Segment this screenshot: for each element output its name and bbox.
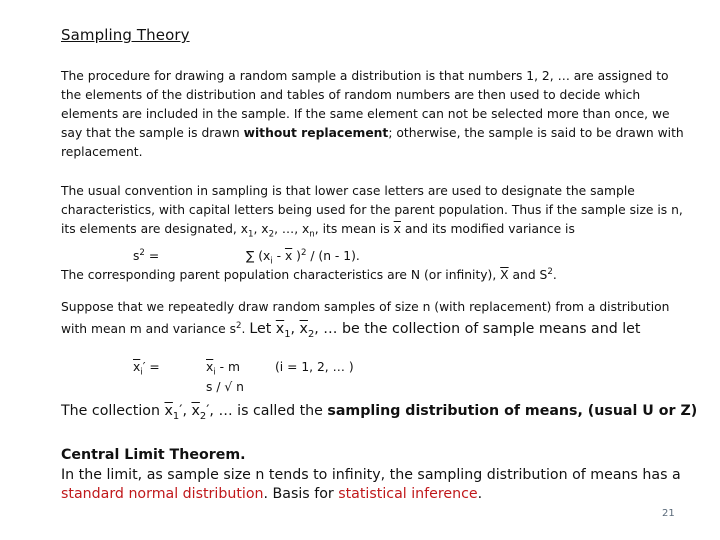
paragraph-sampling-procedure: The procedure for drawing a random sample a distribution is that numbers 1, 2, … are assigned to the elements of the distribution and tables of random numbers are then used to decide which elements are included in the sample. If the same element can not be selected more than once, we say that the sample is drawn without replacement; otherwise, the sample is said to be drawn with replacement. [61, 69, 684, 159]
variance-formula: $s^2$ = ∑ ($x_i - \overline{x}$ )$^2$ / (n - 1). [133, 248, 360, 267]
standard-normal-highlight: standard normal distribution [61, 486, 264, 502]
paragraph-notation: The usual convention in sampling is that lower case letters are used to designate the sample characteristics, with capital letters being used for the parent population. Thus if the sample size is n, its elements are designated, $x_1$, $x_2$, …, $x_n$, its mean is $\overline{x}$ and its modified variance is $s^2$ = ∑ ($x_i - \overline{x}$ )$^2$ / (n - 1). The corresponding parent population characteristics are N (or infinity), $\overline{X}$ and $S^2$. [61, 182, 691, 286]
page-number: 21 [662, 508, 675, 519]
slide-title: Sampling Theory [61, 26, 190, 44]
sigma-symbol: s [229, 322, 236, 337]
sample-mean-symbol: $\overline{x}$ [393, 222, 401, 236]
clt-body: In the limit, as sample size n tends to infinity, the sampling distribution of means has a standard normal distribution. Basis for statistical inference. [61, 466, 681, 502]
central-limit-theorem [61, 446, 701, 505]
paragraph-repeated-sampling: Suppose that we repeatedly draw random samples of size n (with replacement) from a distribution with mean m and variance $s^2$. Let $\overline{x}_1$, $\overline{x}_2$, … be the collection of sample means and let [61, 300, 670, 340]
equation-denominator: s / √ n [206, 380, 244, 394]
clt-heading: Central Limit Theorem. [61, 447, 246, 463]
population-characteristics-line: The corresponding parent population characteristics are N (or infinity), $\overline{X}$ and $S^2$. [61, 267, 557, 283]
equation-condition: (i = 1, 2, … ) [275, 360, 354, 374]
emphasis-without-replacement: without replacement [243, 126, 389, 140]
mu-symbol: m [129, 322, 142, 337]
slide: Sampling Theory The procedure for drawing a random sample a distribution is that numbers 1, 2, … are assigned to the elements of the distribution and tables of random numbers are then used to decide which elements are included in the sample. If the same element can not be selected more than once, we say that the sample is drawn without replacement; otherwise, the sample is said to be drawn with replacement. The usual convention in sampling is that lower case letters are used to designate the sample characteristics, with capital letters being used for the parent population. Thus if the sample size is n, its elements are designated, $x_1$, $x_2$, …, $x_n$, its mean is $\overline{x}$ and its modified variance is $s^2$ = ∑ ($x_i - \overline{x}$ )$^2$ / (n - 1). The corresponding parent population characteristics are N (or infinity), $\overline{X}$ and $S^2$. Suppose that we repeatedly draw random samples of size n (with replacement) from a distribution with mean m and variance $s^2$. Let $\overline{x}_1$, $\overline{x}_2$, … be the collection of sample means and let $\overline{x}_i'$ = $\overline{x}_i$ - m s / √ n (i = 1, 2, … ) The collection $\overline{x}_1'$, $\overline{x}_2'$, … is called the sampling distribution of means, (usual U or Z) Central Limit Theorem. In the limit, as sample size n tends to infinity, the sampling distribution of means has a standard normal distribution. Basis for statistical inference. 21 [0, 0, 720, 540]
sampling-distribution-line: The collection $\overline{x}_1'$, $\overline{x}_2'$, … is called the sampling distribution of means, (usual U or Z) [61, 403, 698, 422]
statistical-inference-highlight: statistical inference [338, 486, 478, 502]
